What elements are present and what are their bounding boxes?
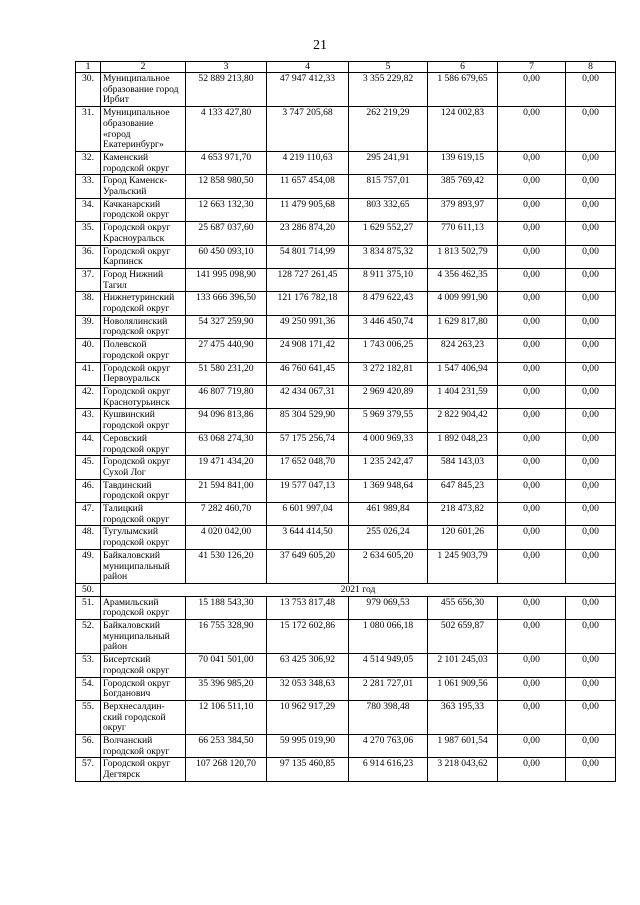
value-cell-c7: 0,00	[498, 700, 566, 734]
value-cell-c5: 1 235 242,47	[349, 456, 428, 479]
value-cell-c7: 0,00	[498, 735, 566, 758]
table-row	[76, 596, 616, 619]
municipality-name: Город Каменск-Уральский	[101, 175, 186, 198]
row-number: 49.	[76, 549, 101, 583]
value-cell-c5: 4 514 949,05	[349, 654, 428, 677]
value-cell-c4: 3 644 414,50	[267, 526, 349, 549]
table-row	[76, 758, 616, 781]
value-cell-c5: 2 281 727,01	[349, 677, 428, 700]
value-cell-c5: 815 757,01	[349, 175, 428, 198]
municipality-name: Верхнесалдин-ский городской округ	[101, 700, 186, 734]
row-number: 54.	[76, 677, 101, 700]
municipality-name: Полевской городской округ	[101, 339, 186, 362]
row-number: 40.	[76, 339, 101, 362]
value-cell-c8: 0,00	[566, 654, 616, 677]
value-cell-c6: 363 195,33	[428, 700, 498, 734]
value-cell-c8: 0,00	[566, 222, 616, 245]
municipality-name: Каменский городской округ	[101, 151, 186, 174]
row-number: 42.	[76, 385, 101, 408]
row-number: 43.	[76, 409, 101, 432]
row-number: 36.	[76, 245, 101, 268]
value-cell-c8: 0,00	[566, 596, 616, 619]
value-cell-c4: 17 652 048,70	[267, 456, 349, 479]
table-row	[76, 677, 616, 700]
value-cell-c4: 37 649 605,20	[267, 549, 349, 583]
municipality-name: Городской округ Карпинск	[101, 245, 186, 268]
value-cell-c7: 0,00	[498, 526, 566, 549]
value-cell-c6: 3 218 043,62	[428, 758, 498, 781]
municipality-name: Тавдинский городской округ	[101, 479, 186, 502]
value-cell-c3: 52 889 213,80	[186, 73, 267, 107]
value-cell-c6: 1 404 231,59	[428, 385, 498, 408]
table-row	[76, 432, 616, 455]
table-row	[76, 700, 616, 734]
row-number: 50.	[76, 583, 101, 596]
value-cell-c3: 12 106 511,10	[186, 700, 267, 734]
value-cell-c5: 979 069,53	[349, 596, 428, 619]
value-cell-c7: 0,00	[498, 479, 566, 502]
value-cell-c8: 0,00	[566, 549, 616, 583]
table-row	[76, 339, 616, 362]
value-cell-c7: 0,00	[498, 385, 566, 408]
value-cell-c4: 15 172 602,86	[267, 620, 349, 654]
table-row	[76, 479, 616, 502]
row-number: 32.	[76, 151, 101, 174]
municipality-name: Городской округ Сухой Лог	[101, 456, 186, 479]
value-cell-c7: 0,00	[498, 758, 566, 781]
municipality-name: Муниципальное образование «город Екатеринбург»	[101, 107, 186, 152]
column-header: 6	[428, 62, 498, 73]
value-cell-c4: 23 286 874,20	[267, 222, 349, 245]
column-header: 7	[498, 62, 566, 73]
row-number: 34.	[76, 198, 101, 221]
value-cell-c4: 49 250 991,36	[267, 315, 349, 338]
value-cell-c6: 1 061 909,56	[428, 677, 498, 700]
row-number: 33.	[76, 175, 101, 198]
value-cell-c8: 0,00	[566, 735, 616, 758]
value-cell-c4: 47 947 412,33	[267, 73, 349, 107]
column-header: 8	[566, 62, 616, 73]
value-cell-c5: 1 080 066,18	[349, 620, 428, 654]
value-cell-c6: 584 143,03	[428, 456, 498, 479]
value-cell-c6: 1 629 817,80	[428, 315, 498, 338]
row-number: 38.	[76, 292, 101, 315]
value-cell-c4: 85 304 529,90	[267, 409, 349, 432]
value-cell-c4: 128 727 261,45	[267, 268, 349, 291]
value-cell-c8: 0,00	[566, 677, 616, 700]
municipality-name: Муниципальное образование город Ирбит	[101, 73, 186, 107]
value-cell-c6: 385 769,42	[428, 175, 498, 198]
header-row	[76, 62, 616, 73]
value-cell-c5: 1 629 552,27	[349, 222, 428, 245]
value-cell-c4: 46 760 641,45	[267, 362, 349, 385]
municipality-name: Байкаловский муниципальный район	[101, 549, 186, 583]
value-cell-c4: 54 801 714,99	[267, 245, 349, 268]
value-cell-c4: 3 747 205,68	[267, 107, 349, 152]
column-header: 4	[267, 62, 349, 73]
value-cell-c4: 10 962 917,29	[267, 700, 349, 734]
value-cell-c6: 647 845,23	[428, 479, 498, 502]
value-cell-c8: 0,00	[566, 151, 616, 174]
value-cell-c4: 121 176 782,18	[267, 292, 349, 315]
value-cell-c8: 0,00	[566, 620, 616, 654]
table-row	[76, 175, 616, 198]
row-number: 31.	[76, 107, 101, 152]
municipality-name: Волчанский городской округ	[101, 735, 186, 758]
value-cell-c7: 0,00	[498, 409, 566, 432]
value-cell-c5: 6 914 616,23	[349, 758, 428, 781]
value-cell-c3: 27 475 440,90	[186, 339, 267, 362]
table-row	[76, 385, 616, 408]
value-cell-c4: 6 601 997,04	[267, 503, 349, 526]
table-row	[76, 503, 616, 526]
table-row	[76, 198, 616, 221]
table-row	[76, 292, 616, 315]
value-cell-c3: 4 133 427,80	[186, 107, 267, 152]
value-cell-c6: 770 611,13	[428, 222, 498, 245]
value-cell-c8: 0,00	[566, 292, 616, 315]
value-cell-c7: 0,00	[498, 198, 566, 221]
value-cell-c6: 1 245 903,79	[428, 549, 498, 583]
value-cell-c5: 780 398,48	[349, 700, 428, 734]
value-cell-c7: 0,00	[498, 292, 566, 315]
value-cell-c4: 4 219 110,63	[267, 151, 349, 174]
value-cell-c3: 141 995 098,90	[186, 268, 267, 291]
value-cell-c6: 2 101 245,03	[428, 654, 498, 677]
value-cell-c4: 11 657 454,08	[267, 175, 349, 198]
value-cell-c8: 0,00	[566, 339, 616, 362]
value-cell-c5: 262 219,29	[349, 107, 428, 152]
value-cell-c3: 21 594 841,00	[186, 479, 267, 502]
municipality-name: Новолялинский городской округ	[101, 315, 186, 338]
value-cell-c4: 19 577 047,13	[267, 479, 349, 502]
value-cell-c7: 0,00	[498, 596, 566, 619]
table-row	[76, 549, 616, 583]
value-cell-c7: 0,00	[498, 268, 566, 291]
municipality-name: Бисертский городской округ	[101, 654, 186, 677]
value-cell-c6: 1 813 502,79	[428, 245, 498, 268]
value-cell-c8: 0,00	[566, 479, 616, 502]
column-header: 2	[101, 62, 186, 73]
table-row	[76, 526, 616, 549]
value-cell-c3: 41 530 126,20	[186, 549, 267, 583]
value-cell-c5: 3 272 182,81	[349, 362, 428, 385]
value-cell-c5: 295 241,91	[349, 151, 428, 174]
table-row	[76, 654, 616, 677]
value-cell-c3: 25 687 037,60	[186, 222, 267, 245]
value-cell-c3: 12 858 980,50	[186, 175, 267, 198]
value-cell-c6: 502 659,87	[428, 620, 498, 654]
value-cell-c8: 0,00	[566, 245, 616, 268]
value-cell-c5: 2 969 420,89	[349, 385, 428, 408]
row-number: 53.	[76, 654, 101, 677]
row-number: 37.	[76, 268, 101, 291]
value-cell-c6: 218 473,82	[428, 503, 498, 526]
allocation-table	[75, 61, 616, 782]
table-body	[76, 73, 616, 782]
page-number: 21	[313, 38, 327, 53]
value-cell-c5: 4 270 763,06	[349, 735, 428, 758]
value-cell-c8: 0,00	[566, 175, 616, 198]
table-row	[76, 620, 616, 654]
value-cell-c5: 5 969 379,55	[349, 409, 428, 432]
value-cell-c8: 0,00	[566, 315, 616, 338]
value-cell-c5: 803 332,65	[349, 198, 428, 221]
table-row	[76, 315, 616, 338]
value-cell-c6: 1 547 406,94	[428, 362, 498, 385]
value-cell-c6: 120 601,26	[428, 526, 498, 549]
row-number: 52.	[76, 620, 101, 654]
row-number: 46.	[76, 479, 101, 502]
municipality-name: Городской округ Первоуральск	[101, 362, 186, 385]
value-cell-c5: 8 479 622,43	[349, 292, 428, 315]
row-number: 51.	[76, 596, 101, 619]
value-cell-c8: 0,00	[566, 700, 616, 734]
row-number: 30.	[76, 73, 101, 107]
value-cell-c7: 0,00	[498, 456, 566, 479]
value-cell-c3: 133 666 396,50	[186, 292, 267, 315]
value-cell-c7: 0,00	[498, 339, 566, 362]
value-cell-c7: 0,00	[498, 107, 566, 152]
row-number: 39.	[76, 315, 101, 338]
table-row	[76, 735, 616, 758]
table-row	[76, 268, 616, 291]
row-number: 48.	[76, 526, 101, 549]
table-row	[76, 107, 616, 152]
value-cell-c8: 0,00	[566, 432, 616, 455]
value-cell-c6: 124 002,83	[428, 107, 498, 152]
value-cell-c7: 0,00	[498, 432, 566, 455]
municipality-name: Городской округ Богданович	[101, 677, 186, 700]
value-cell-c5: 3 355 229,82	[349, 73, 428, 107]
municipality-name: Качканарский городской округ	[101, 198, 186, 221]
value-cell-c4: 59 995 019,90	[267, 735, 349, 758]
table-row	[76, 151, 616, 174]
value-cell-c3: 4 653 971,70	[186, 151, 267, 174]
value-cell-c6: 4 009 991,90	[428, 292, 498, 315]
value-cell-c7: 0,00	[498, 315, 566, 338]
value-cell-c6: 4 356 462,35	[428, 268, 498, 291]
row-number: 35.	[76, 222, 101, 245]
municipality-name: Байкаловский муниципальный район	[101, 620, 186, 654]
table-row	[76, 245, 616, 268]
year-section-row	[76, 583, 616, 596]
column-header: 5	[349, 62, 428, 73]
municipality-name: Городской округ Красноуральск	[101, 222, 186, 245]
value-cell-c7: 0,00	[498, 503, 566, 526]
year-label: 2021 год	[101, 583, 616, 596]
value-cell-c7: 0,00	[498, 245, 566, 268]
value-cell-c3: 94 096 813,86	[186, 409, 267, 432]
value-cell-c3: 16 755 328,90	[186, 620, 267, 654]
value-cell-c7: 0,00	[498, 73, 566, 107]
value-cell-c3: 70 041 501,00	[186, 654, 267, 677]
value-cell-c7: 0,00	[498, 175, 566, 198]
value-cell-c8: 0,00	[566, 385, 616, 408]
value-cell-c4: 11 479 905,68	[267, 198, 349, 221]
municipality-name: Талицкий городской округ	[101, 503, 186, 526]
column-header: 3	[186, 62, 267, 73]
value-cell-c7: 0,00	[498, 222, 566, 245]
table-row	[76, 409, 616, 432]
value-cell-c8: 0,00	[566, 268, 616, 291]
value-cell-c7: 0,00	[498, 151, 566, 174]
value-cell-c3: 51 580 231,20	[186, 362, 267, 385]
value-cell-c8: 0,00	[566, 758, 616, 781]
municipality-name: Город Нижний Тагил	[101, 268, 186, 291]
value-cell-c7: 0,00	[498, 620, 566, 654]
value-cell-c5: 1 369 948,64	[349, 479, 428, 502]
municipality-name: Нижнетуринский городской округ	[101, 292, 186, 315]
municipality-name: Арамильский городской округ	[101, 596, 186, 619]
municipality-name: Кушвинский городской округ	[101, 409, 186, 432]
value-cell-c3: 63 068 274,30	[186, 432, 267, 455]
column-header: 1	[76, 62, 101, 73]
row-number: 41.	[76, 362, 101, 385]
value-cell-c6: 1 892 048,23	[428, 432, 498, 455]
value-cell-c3: 12 663 132,30	[186, 198, 267, 221]
value-cell-c4: 57 175 256,74	[267, 432, 349, 455]
value-cell-c4: 42 434 067,31	[267, 385, 349, 408]
value-cell-c8: 0,00	[566, 409, 616, 432]
value-cell-c5: 3 446 450,74	[349, 315, 428, 338]
table-row	[76, 362, 616, 385]
value-cell-c6: 379 893,97	[428, 198, 498, 221]
municipality-name: Городской округ Дегтярск	[101, 758, 186, 781]
row-number: 55.	[76, 700, 101, 734]
value-cell-c8: 0,00	[566, 456, 616, 479]
value-cell-c3: 54 327 259,90	[186, 315, 267, 338]
value-cell-c6: 2 822 904,42	[428, 409, 498, 432]
value-cell-c5: 1 743 006,25	[349, 339, 428, 362]
value-cell-c6: 824 263,23	[428, 339, 498, 362]
value-cell-c7: 0,00	[498, 362, 566, 385]
value-cell-c8: 0,00	[566, 503, 616, 526]
municipality-name: Тугулымский городской округ	[101, 526, 186, 549]
value-cell-c8: 0,00	[566, 198, 616, 221]
value-cell-c3: 60 450 093,10	[186, 245, 267, 268]
row-number: 45.	[76, 456, 101, 479]
value-cell-c5: 3 834 875,32	[349, 245, 428, 268]
value-cell-c6: 1 987 601,54	[428, 735, 498, 758]
value-cell-c5: 255 026,24	[349, 526, 428, 549]
row-number: 57.	[76, 758, 101, 781]
value-cell-c8: 0,00	[566, 526, 616, 549]
municipality-name: Серовский городской округ	[101, 432, 186, 455]
value-cell-c4: 97 135 460,85	[267, 758, 349, 781]
value-cell-c6: 139 619,15	[428, 151, 498, 174]
value-cell-c8: 0,00	[566, 362, 616, 385]
value-cell-c5: 8 911 375,10	[349, 268, 428, 291]
value-cell-c3: 107 268 120,70	[186, 758, 267, 781]
value-cell-c6: 1 586 679,65	[428, 73, 498, 107]
row-number: 56.	[76, 735, 101, 758]
value-cell-c5: 4 000 969,33	[349, 432, 428, 455]
value-cell-c4: 13 753 817,48	[267, 596, 349, 619]
value-cell-c3: 35 396 985,20	[186, 677, 267, 700]
value-cell-c8: 0,00	[566, 107, 616, 152]
value-cell-c4: 32 053 348,63	[267, 677, 349, 700]
value-cell-c3: 15 188 543,30	[186, 596, 267, 619]
value-cell-c3: 4 020 042,00	[186, 526, 267, 549]
value-cell-c5: 2 634 605,20	[349, 549, 428, 583]
value-cell-c4: 63 425 306,92	[267, 654, 349, 677]
municipality-name: Городской округ Краснотурьинск	[101, 385, 186, 408]
value-cell-c7: 0,00	[498, 654, 566, 677]
value-cell-c8: 0,00	[566, 73, 616, 107]
value-cell-c5: 461 989,84	[349, 503, 428, 526]
value-cell-c3: 19 471 434,20	[186, 456, 267, 479]
value-cell-c7: 0,00	[498, 549, 566, 583]
value-cell-c4: 24 908 171,42	[267, 339, 349, 362]
value-cell-c7: 0,00	[498, 677, 566, 700]
row-number: 47.	[76, 503, 101, 526]
table-row	[76, 456, 616, 479]
value-cell-c3: 7 282 460,70	[186, 503, 267, 526]
value-cell-c3: 46 807 719,80	[186, 385, 267, 408]
value-cell-c3: 66 253 384,50	[186, 735, 267, 758]
table-row	[76, 73, 616, 107]
table-row	[76, 222, 616, 245]
row-number: 44.	[76, 432, 101, 455]
value-cell-c6: 455 656,30	[428, 596, 498, 619]
